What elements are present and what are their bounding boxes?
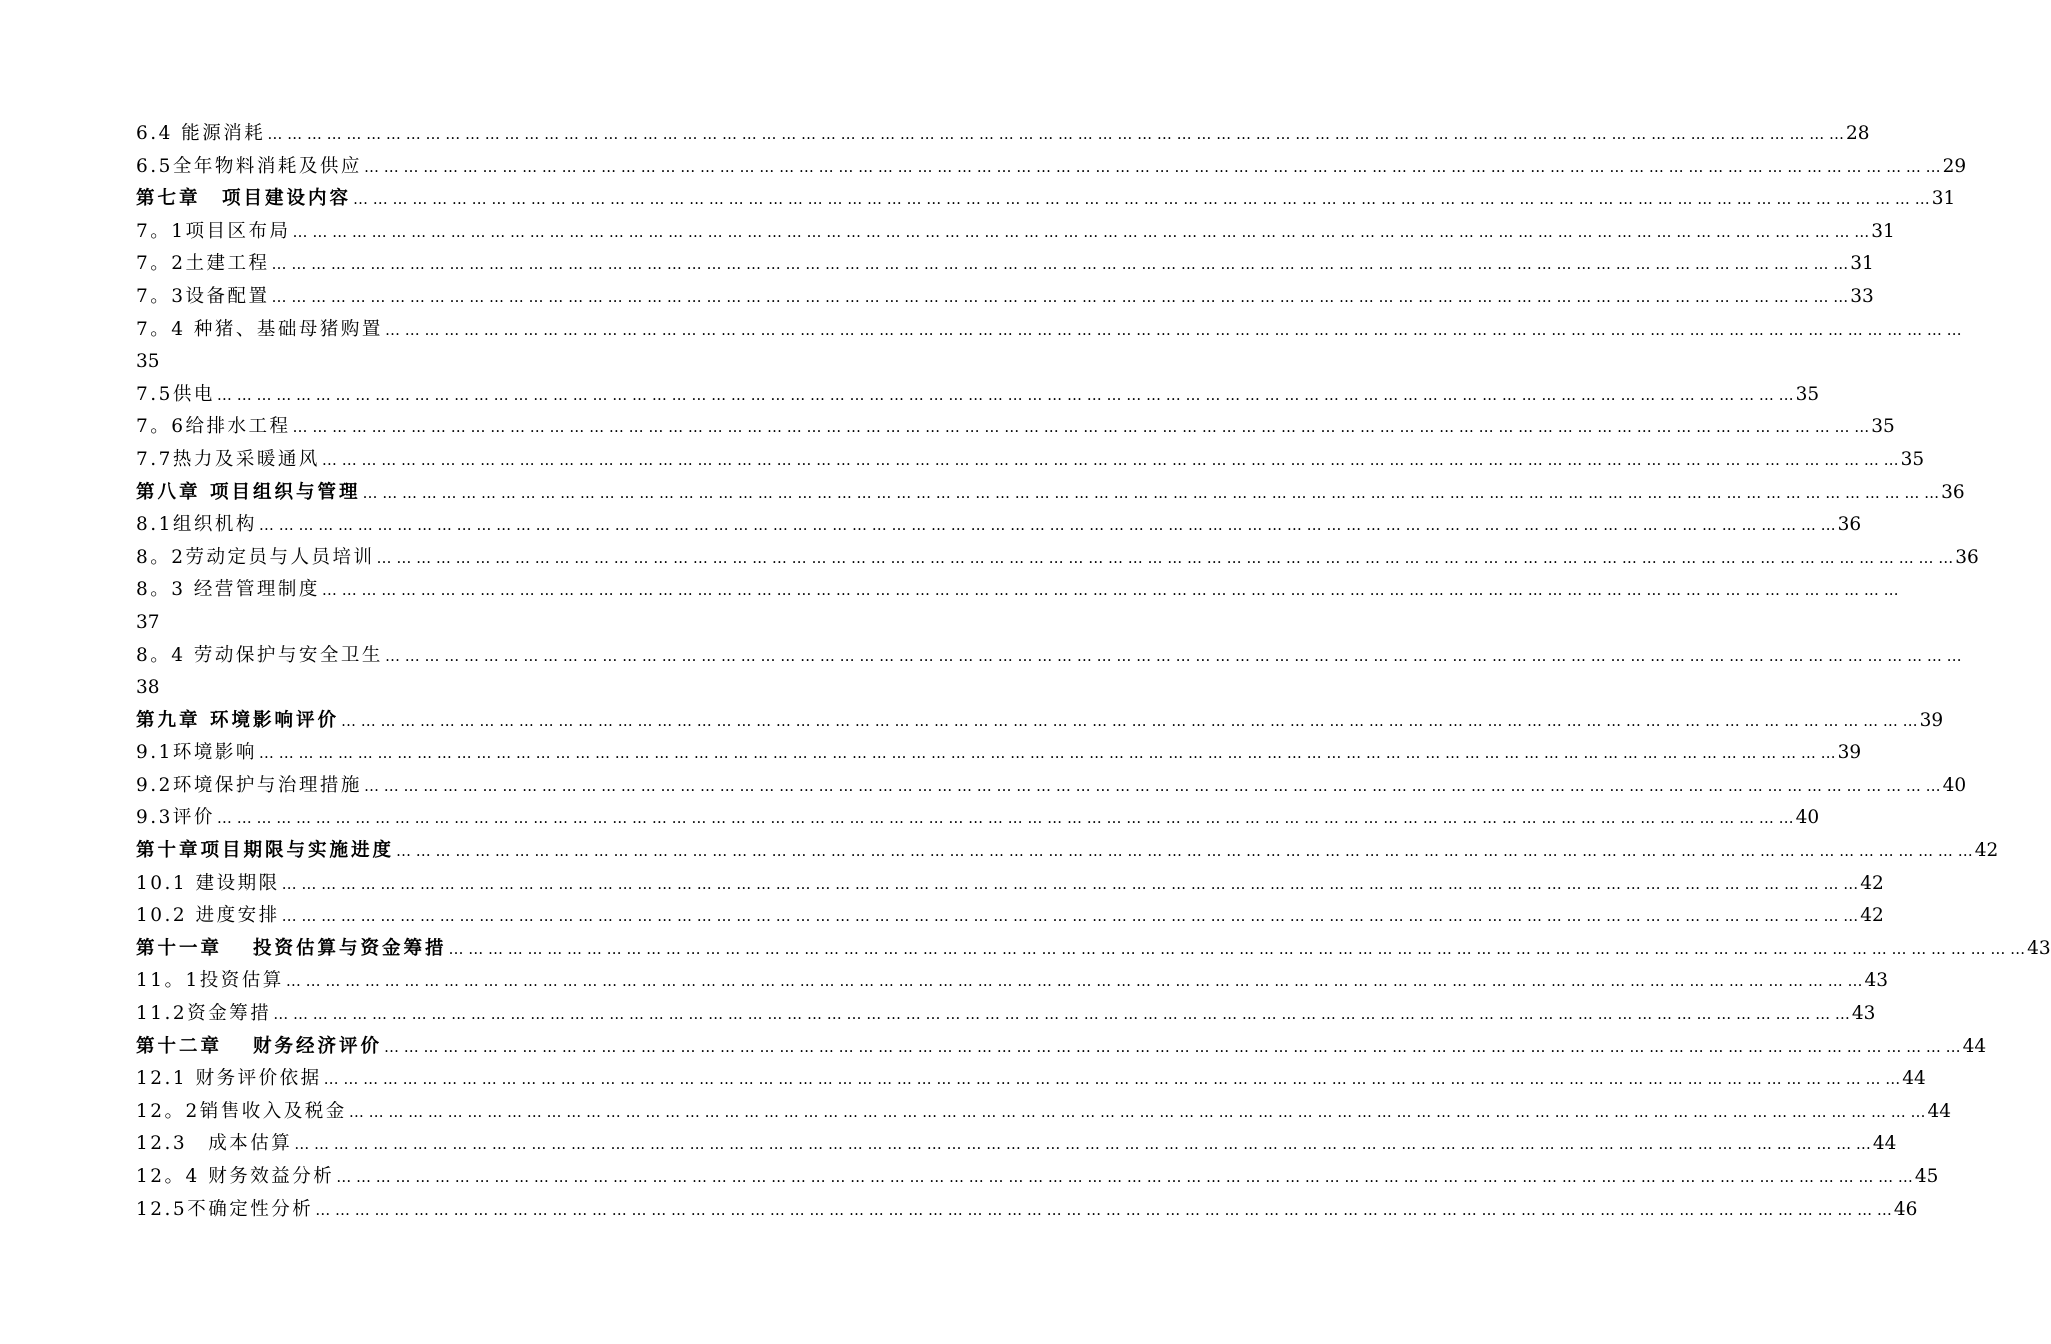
toc-page-number: 42 [1860, 905, 1884, 927]
toc-section-entry[interactable] [136, 965, 1889, 998]
toc-section-entry[interactable] [136, 998, 1876, 1031]
toc-entry-title: 8。2劳动定员与人员培训 [136, 546, 375, 568]
toc-leader-dots: … … … … … … … … … … … … … … … … … … … … … … … … … … … … … … … … … … … … … … … … … … … … … … … … … … … … … … … … … … … … … … … … … … … … … … … … … … … … … … … … [292, 222, 1870, 241]
toc-entry-title: 8。4 劳动保护与安全卫生 [136, 644, 383, 666]
toc-leader-dots: … … … … … … … … … … … … … … … … … … … … … … … … … … … … … … … … … … … … … … … … … … … … … … … … … … … … … … … … … … … … … … … … … … … … … … … … … … … … … … … … [267, 125, 1844, 143]
toc-page-number: 39 [1837, 742, 1862, 764]
toc-chapter-entry[interactable] [136, 933, 2051, 966]
toc-entry-title: 第十章项目期限与实施进度 [136, 840, 395, 862]
toc-entry-title: 7.7热力及采暖通风 [136, 448, 320, 470]
toc-page-number: 35 [1795, 383, 1820, 405]
toc-section-entry[interactable] [136, 770, 1967, 803]
toc-entry-title: 6.4 能源消耗 [136, 123, 266, 144]
toc-section-entry[interactable] [136, 411, 1895, 444]
toc-page-number: 31 [1850, 253, 1874, 275]
toc-leader-dots: … … … … … … … … … … … … … … … … … … … … … … … … … … … … … … … … … … … … … … … … … … … … … … … … … … … … … … … … … … … … … … … … … … … … … … … … … … … … … … … … [336, 1168, 1913, 1186]
toc-section-entry[interactable] [136, 1194, 1918, 1227]
toc-entry-title: 11.2资金筹措 [136, 1003, 272, 1025]
toc-section-entry[interactable] [136, 737, 1862, 770]
toc-leader-dots: … … … … … … … … … … … … … … … … … … … … … … … … … … … … … … … … … … … … … … … … … … … … … … … … … … … … … … … … … … … … … … … … … … … … … … … … … … … … … … … … [448, 939, 2026, 958]
toc-entry-title: 第十一章 投资估算与资金筹措 [136, 937, 447, 959]
toc-section-entry[interactable] [136, 248, 1874, 281]
toc-page-number: 31 [1931, 188, 1956, 210]
toc-page-number: 36 [1955, 546, 1979, 568]
toc-page-number: 36 [1837, 514, 1862, 536]
toc-leader-dots: … … … … … … … … … … … … … … … … … … … … … … … … … … … … … … … … … … … … … … … … … … … … … … … … … … … … … … … … … … … … … … … … … … … … … … … … … … … … … … … … [271, 287, 1849, 306]
toc-entry-title: 12。2销售收入及税金 [136, 1100, 347, 1122]
toc-leader-dots: … … … … … … … … … … … … … … … … … … … … … … … … … … … … … … … … … … … … … … … … … … … … … … … … … … … … … … … … … … … … … … … … … … … … … … … … … … … … … … … … [281, 907, 1859, 926]
toc-section-entry[interactable] [136, 1063, 1926, 1096]
toc-section-entry[interactable] [136, 1128, 1897, 1161]
toc-page-number: 29 [1942, 155, 1967, 177]
toc-page-number: 43 [1864, 970, 1889, 992]
toc-section-entry[interactable] [136, 1161, 1939, 1194]
toc-entry-title: 7。4 种猪、基础母猪购置 [136, 318, 383, 340]
toc-leader-dots: … … … … … … … … … … … … … … … … … … … … … … … … … … … … … … … … … … … … … … … … … … … … … … … … … … … … … … … … … … … … … … … … … … … … … … … … … … … … … … … … [384, 646, 1962, 665]
toc-leader-dots: … … … … … … … … … … … … … … … … … … … … … … … … … … … … … … … … … … … … … … … … … … … … … … … … … … … … … … … … … … … … … … … … … … … … … … … … … … … … … … … … [376, 548, 1954, 567]
toc-leader-dots: … … … … … … … … … … … … … … … … … … … … … … … … … … … … … … … … … … … … … … … … … … … … … … … … … … … … … … … … … … … … … … … … … … … … … … … … … … … … … … … … [340, 711, 1918, 730]
toc-page-number: 40 [1942, 774, 1967, 796]
toc-entry-title: 第十二章 财务经济评价 [136, 1035, 382, 1057]
toc-leader-dots: … … … … … … … … … … … … … … … … … … … … … … … … … … … … … … … … … … … … … … … … … … … … … … … … … … … … … … … … … … … … … … … … … … … … … … … … … … … … … … … … [258, 744, 1836, 763]
table-of-contents [136, 118, 2051, 1226]
toc-entry-title: 12.5不确定性分析 [136, 1198, 314, 1220]
toc-leader-dots: … … … … … … … … … … … … … … … … … … … … … … … … … … … … … … … … … … … … … … … … … … … … … … … … … … … … … … … … … … … … … … … … … … … … … … … … … … … … … … … … [271, 255, 1849, 274]
toc-section-entry[interactable] [136, 118, 1870, 151]
toc-entry-title: 8。3 经营管理制度 [136, 579, 320, 601]
toc-page-number: 44 [1902, 1068, 1926, 1090]
toc-entry-title: 11。1投资估算 [136, 970, 284, 992]
toc-page-number-wrapped: 37 [136, 611, 160, 633]
toc-leader-dots: … … … … … … … … … … … … … … … … … … … … … … … … … … … … … … … … … … … … … … … … … … … … … … … … … … … … … … … … … … … … … … … … … … … … … … … … … … … … … … … … [273, 1005, 1850, 1024]
toc-entry-title: 12.3 成本估算 [136, 1133, 293, 1155]
toc-entry-title: 7。2土建工程 [136, 253, 270, 275]
toc-page-number: 31 [1871, 220, 1895, 242]
toc-leader-dots: … … … … … … … … … … … … … … … … … … … … … … … … … … … … … … … … … … … … … … … … … … … … … … … … … … … … … … … … … … … … … … … … … … … … … … … … … … … … … … … … [294, 1135, 1871, 1154]
toc-leader-dots: … … … … … … … … … … … … … … … … … … … … … … … … … … … … … … … … … … … … … … … … … … … … … … … … … … … … … … … … … … … … … … … … … … … … … … … … … … … … … … … … [362, 483, 1940, 502]
toc-leader-dots: … … … … … … … … … … … … … … … … … … … … … … … … … … … … … … … … … … … … … … … … … … … … … … … … … … … … … … … … … … … … … … … … … … … … … … … … … … … … … … … … [292, 418, 1870, 437]
toc-leader-dots: … … … … … … … … … … … … … … … … … … … … … … … … … … … … … … … … … … … … … … … … … … … … … … … … … … … … … … … … … … … … … … … … … … … … … … … … … … … … … … … … [315, 1200, 1892, 1219]
toc-chapter-entry[interactable] [136, 835, 1999, 868]
toc-section-entry[interactable] [136, 216, 1895, 249]
toc-page-number: 33 [1850, 285, 1874, 307]
toc-page-number-wrapped: 38 [136, 677, 160, 699]
toc-entry-title: 7。1项目区布局 [136, 220, 291, 242]
toc-entry-title: 第八章 项目组织与管理 [136, 481, 361, 503]
toc-entry-title: 第七章 项目建设内容 [136, 188, 352, 210]
toc-leader-dots: … … … … … … … … … … … … … … … … … … … … … … … … … … … … … … … … … … … … … … … … … … … … … … … … … … … … … … … … … … … … … … … … … … … … … … … … … … … … … … … … [383, 1037, 1961, 1056]
toc-section-entry[interactable] [136, 314, 1962, 347]
toc-chapter-entry[interactable] [136, 1031, 1987, 1064]
toc-entry-title: 9.1环境影响 [136, 742, 257, 764]
toc-chapter-entry[interactable] [136, 183, 1956, 216]
toc-leader-dots: … … … … … … … … … … … … … … … … … … … … … … … … … … … … … … … … … … … … … … … … … … … … … … … … … … … … … … … … … … … … … … … … … … … … … … … … … … … … … … … … [281, 874, 1859, 893]
toc-leader-dots: … … … … … … … … … … … … … … … … … … … … … … … … … … … … … … … … … … … … … … … … … … … … … … … … … … … … … … … … … … … … … … … … … … … … … … … … … … … … … … … … [216, 385, 1794, 404]
toc-entry-title: 10.1 建设期限 [136, 872, 280, 894]
toc-page-number: 44 [1962, 1035, 1987, 1057]
toc-page-number: 43 [2027, 937, 2051, 959]
toc-page-number: 44 [1872, 1133, 1897, 1155]
toc-section-entry[interactable] [136, 379, 1820, 412]
toc-page-number: 35 [1871, 416, 1895, 438]
toc-page-number: 40 [1795, 807, 1820, 829]
toc-entry-title: 8.1组织机构 [136, 514, 257, 536]
toc-leader-dots: … … … … … … … … … … … … … … … … … … … … … … … … … … … … … … … … … … … … … … … … … … … … … … … … … … … … … … … … … … … … … … … … … … … … … … … … … … … … … … … … [321, 581, 1899, 600]
toc-entry-title: 9.2环境保护与治理措施 [136, 774, 362, 796]
toc-section-entry[interactable] [136, 281, 1874, 314]
toc-leader-dots: … … … … … … … … … … … … … … … … … … … … … … … … … … … … … … … … … … … … … … … … … … … … … … … … … … … … … … … … … … … … … … … … … … … … … … … … … … … … … … … … [348, 1102, 1926, 1121]
toc-leader-dots: … … … … … … … … … … … … … … … … … … … … … … … … … … … … … … … … … … … … … … … … … … … … … … … … … … … … … … … … … … … … … … … … … … … … … … … … … … … … … … … … [323, 1070, 1901, 1089]
toc-section-entry[interactable] [136, 802, 1820, 835]
toc-entry-title: 10.2 进度安排 [136, 905, 280, 927]
toc-entry-title: 9.3评价 [136, 807, 215, 829]
toc-section-entry[interactable] [136, 868, 1884, 901]
toc-page-number-wrapped: 35 [136, 351, 160, 373]
toc-leader-dots: … … … … … … … … … … … … … … … … … … … … … … … … … … … … … … … … … … … … … … … … … … … … … … … … … … … … … … … … … … … … … … … … … … … … … … … … … … … … … … … … [285, 972, 1863, 991]
toc-section-entry[interactable] [136, 346, 836, 379]
toc-page-number: 45 [1914, 1166, 1939, 1187]
toc-leader-dots: … … … … … … … … … … … … … … … … … … … … … … … … … … … … … … … … … … … … … … … … … … … … … … … … … … … … … … … … … … … … … … … … … … … … … … … … … … … … … … … … [353, 190, 1930, 209]
toc-page-number: 42 [1974, 840, 1999, 862]
toc-page-number: 46 [1893, 1198, 1918, 1220]
toc-section-entry[interactable] [136, 672, 836, 705]
toc-entry-title: 7。3设备配置 [136, 285, 270, 307]
toc-page-number: 44 [1927, 1100, 1952, 1122]
toc-section-entry[interactable] [136, 1096, 1952, 1129]
toc-page-number: 39 [1919, 709, 1944, 731]
toc-page-number: 42 [1860, 872, 1884, 894]
toc-page-number: 28 [1846, 123, 1870, 144]
toc-entry-title: 6.5全年物料消耗及供应 [136, 155, 362, 177]
toc-chapter-entry[interactable] [136, 477, 1965, 510]
toc-page-number: 35 [1900, 448, 1925, 470]
toc-entry-title: 7。6给排水工程 [136, 416, 291, 438]
toc-section-entry[interactable] [136, 444, 1925, 477]
toc-page-number: 43 [1851, 1003, 1876, 1025]
toc-section-entry[interactable] [136, 542, 1979, 575]
toc-section-entry[interactable] [136, 607, 836, 640]
toc-page-number: 36 [1941, 481, 1965, 503]
toc-leader-dots: … … … … … … … … … … … … … … … … … … … … … … … … … … … … … … … … … … … … … … … … … … … … … … … … … … … … … … … … … … … … … … … … … … … … … … … … … … … … … … … … [384, 320, 1962, 339]
toc-leader-dots: … … … … … … … … … … … … … … … … … … … … … … … … … … … … … … … … … … … … … … … … … … … … … … … … … … … … … … … … … … … … … … … … … … … … … … … … … … … … … … … … [216, 809, 1794, 828]
toc-section-entry[interactable] [136, 151, 1967, 184]
toc-entry-title: 12.1 财务评价依据 [136, 1068, 322, 1090]
toc-leader-dots: … … … … … … … … … … … … … … … … … … … … … … … … … … … … … … … … … … … … … … … … … … … … … … … … … … … … … … … … … … … … … … … … … … … … … … … … … … … … … … … … [396, 842, 1973, 861]
toc-leader-dots: … … … … … … … … … … … … … … … … … … … … … … … … … … … … … … … … … … … … … … … … … … … … … … … … … … … … … … … … … … … … … … … … … … … … … … … … … … … … … … … … [321, 450, 1899, 469]
toc-leader-dots: … … … … … … … … … … … … … … … … … … … … … … … … … … … … … … … … … … … … … … … … … … … … … … … … … … … … … … … … … … … … … … … … … … … … … … … … … … … … … … … … [363, 776, 1941, 795]
toc-entry-title: 12。4 财务效益分析 [136, 1166, 335, 1187]
toc-section-entry[interactable] [136, 509, 1862, 542]
toc-leader-dots: … … … … … … … … … … … … … … … … … … … … … … … … … … … … … … … … … … … … … … … … … … … … … … … … … … … … … … … … … … … … … … … … … … … … … … … … … … … … … … … … [258, 516, 1836, 535]
toc-section-entry[interactable] [136, 640, 1962, 673]
toc-section-entry[interactable] [136, 574, 1899, 607]
toc-leader-dots: … … … … … … … … … … … … … … … … … … … … … … … … … … … … … … … … … … … … … … … … … … … … … … … … … … … … … … … … … … … … … … … … … … … … … … … … … … … … … … … … [363, 157, 1941, 176]
toc-chapter-entry[interactable] [136, 705, 1944, 738]
toc-entry-title: 第九章 环境影响评价 [136, 709, 339, 731]
toc-section-entry[interactable] [136, 900, 1884, 933]
toc-entry-title: 7.5供电 [136, 383, 215, 405]
